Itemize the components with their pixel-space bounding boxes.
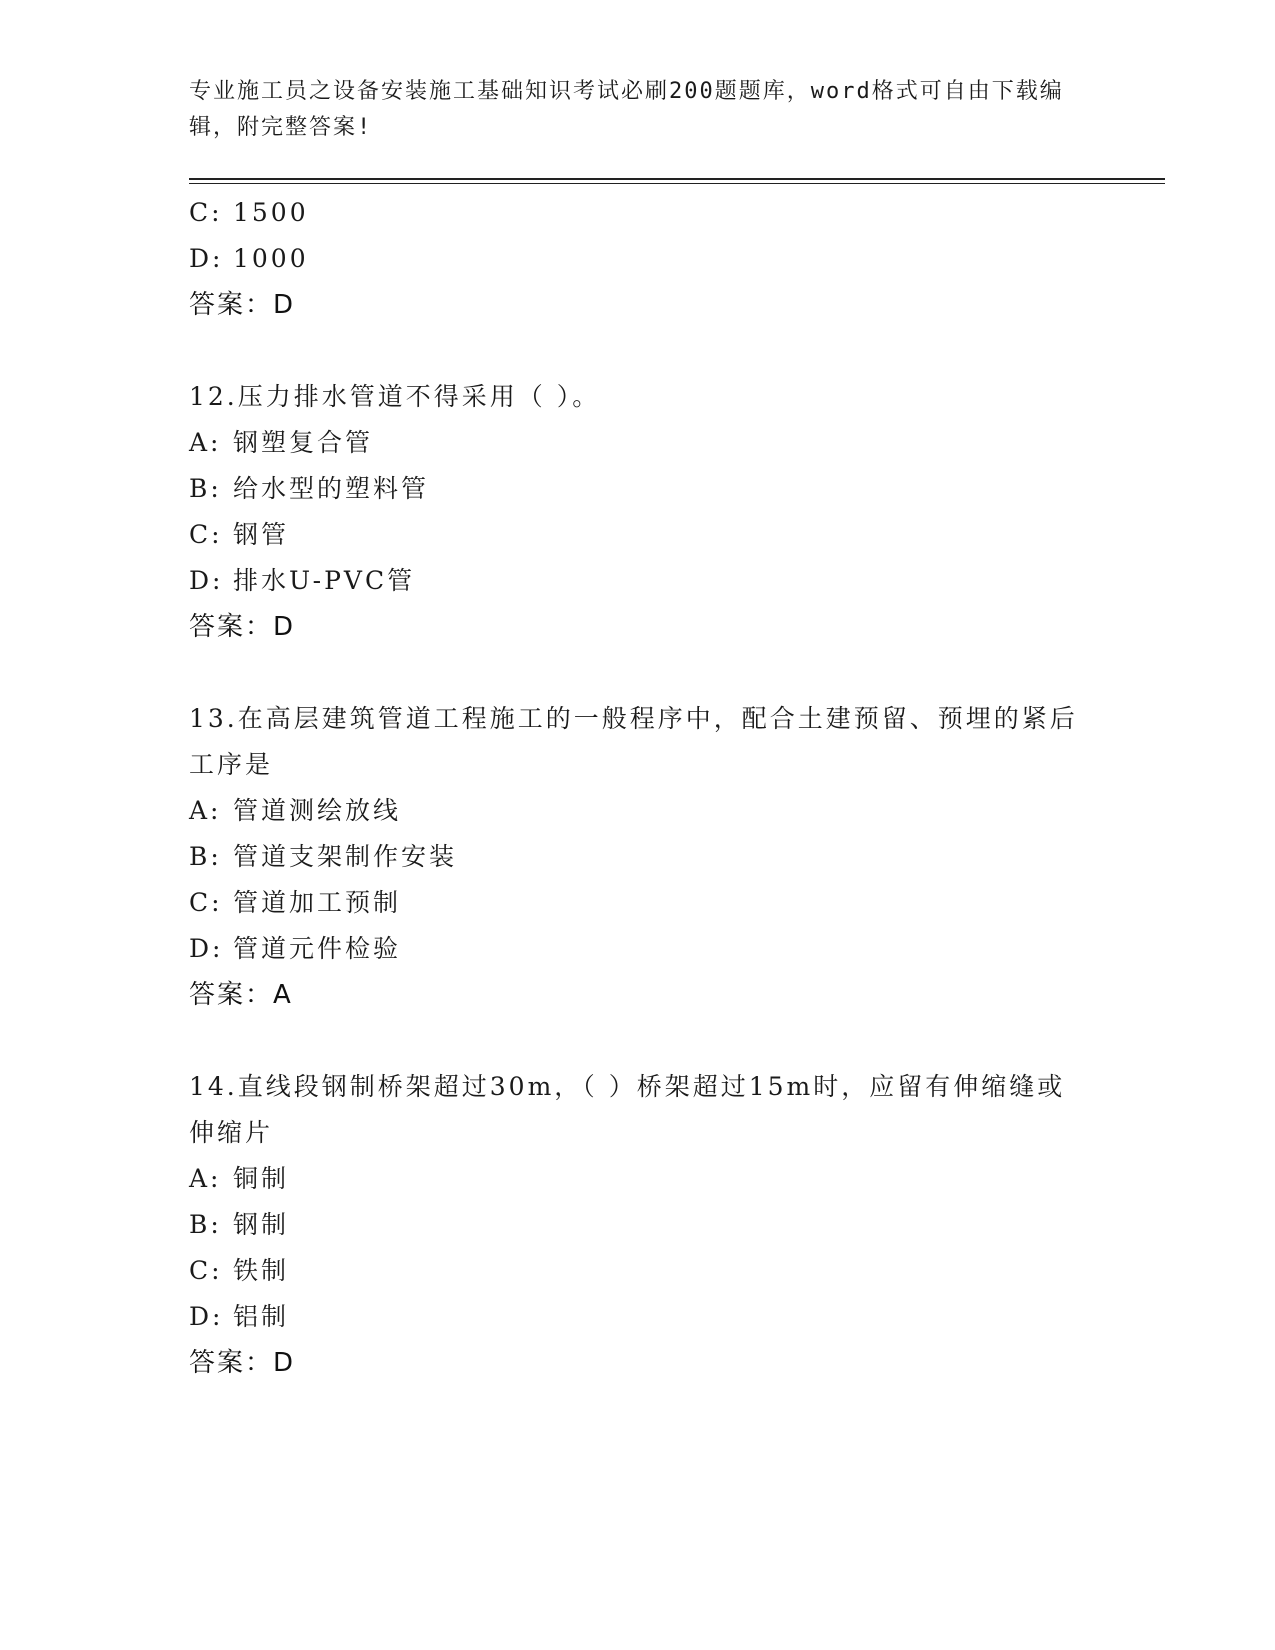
- question-list: [189, 190, 1089, 1386]
- option-letter: A:: [189, 796, 222, 825]
- option-text: 管道测绘放线: [233, 796, 402, 825]
- option-text: 铁制: [233, 1256, 290, 1285]
- spacer: [189, 650, 1089, 696]
- option-d: [189, 236, 1089, 282]
- option-c: [189, 1248, 1089, 1294]
- option-text: 钢管: [233, 520, 290, 549]
- option-a: [189, 420, 1089, 466]
- option-text: 1000: [233, 244, 309, 273]
- option-letter: A:: [189, 1164, 222, 1193]
- option-text: 给水型的塑料管: [233, 474, 430, 503]
- header-divider-thin: [189, 183, 1165, 184]
- option-text: 1500: [233, 198, 309, 227]
- option-letter: D:: [189, 1302, 224, 1331]
- question-11-tail: [189, 190, 1089, 328]
- question-13: [189, 696, 1089, 1018]
- question-12: [189, 374, 1089, 650]
- option-c: [189, 512, 1089, 558]
- option-d: [189, 926, 1089, 972]
- option-letter: C:: [189, 198, 223, 227]
- question-14: [189, 1064, 1089, 1386]
- option-d: [189, 558, 1089, 604]
- option-text: 排水U-PVC管: [233, 566, 416, 595]
- option-letter: B:: [189, 1210, 222, 1239]
- option-text: 铝制: [233, 1302, 290, 1331]
- question-stem: 14.直线段钢制桥架超过30m，（ ）桥架超过15m时，应留有伸缩缝或伸缩片: [189, 1072, 1066, 1147]
- option-text: 钢塑复合管: [233, 428, 374, 457]
- option-text: 管道加工预制: [233, 888, 402, 917]
- option-c: [189, 190, 1089, 236]
- option-d: [189, 1294, 1089, 1340]
- answer-line: 答案：D: [189, 290, 296, 320]
- answer-line: 答案：D: [189, 612, 296, 642]
- option-text: 管道支架制作安装: [233, 842, 458, 871]
- option-a: [189, 1156, 1089, 1202]
- option-letter: B:: [189, 474, 222, 503]
- option-letter: C:: [189, 888, 223, 917]
- header-divider-thick: [189, 178, 1165, 180]
- option-letter: D:: [189, 566, 224, 595]
- question-stem: 13.在高层建筑管道工程施工的一般程序中，配合土建预留、预埋的紧后工序是: [189, 704, 1078, 779]
- question-stem: 12.压力排水管道不得采用（ ）。: [189, 382, 601, 411]
- spacer: [189, 328, 1089, 374]
- option-letter: B:: [189, 842, 222, 871]
- option-letter: D:: [189, 934, 224, 963]
- option-letter: D:: [189, 244, 224, 273]
- document-header: 专业施工员之设备安装施工基础知识考试必刷200题题库，word格式可自由下载编辑，附完整答案!: [189, 79, 1064, 140]
- option-text: 钢制: [233, 1210, 290, 1239]
- option-letter: A:: [189, 428, 222, 457]
- option-c: [189, 880, 1089, 926]
- spacer: [189, 1018, 1089, 1064]
- option-letter: C:: [189, 1256, 223, 1285]
- answer-line: 答案：D: [189, 1348, 296, 1378]
- option-letter: C:: [189, 520, 223, 549]
- option-text: 铜制: [233, 1164, 290, 1193]
- option-b: [189, 1202, 1089, 1248]
- option-b: [189, 834, 1089, 880]
- option-text: 管道元件检验: [233, 934, 402, 963]
- option-b: [189, 466, 1089, 512]
- option-a: [189, 788, 1089, 834]
- answer-line: 答案：A: [189, 980, 293, 1010]
